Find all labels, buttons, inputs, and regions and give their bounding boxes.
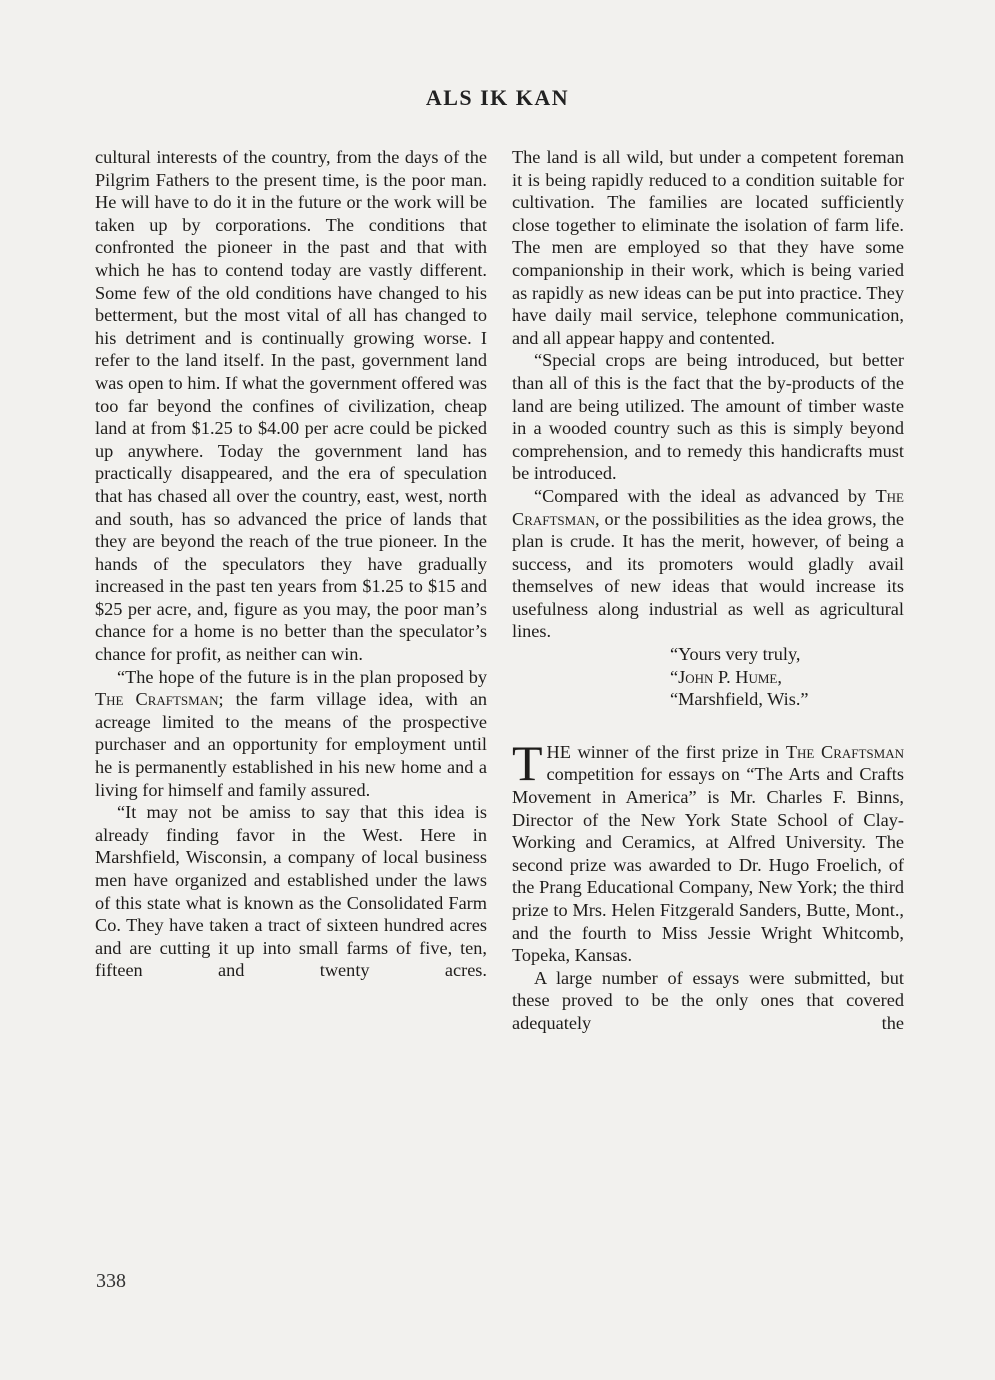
right-paragraph-2: “Special crops are being introduced, but better than all of this is the fact that the by-products of the land are being utilized. The amount of timber waste in a wooded country such as this is simply beyond comprehension, and to remedy this handicrafts must be introduced. [512,350,904,484]
left-paragraph-2 [95,666,487,802]
right-paragraph-5: A large number of essays were submitted, but these proved to be the only ones that covered adequately the [512,967,904,1033]
section-divider-space [512,711,904,741]
signature-location: “Marshfield, Wis.” [670,689,809,710]
right-paragraph-3 [512,485,904,643]
craftsman-title-ref: The Craftsman [512,485,904,529]
letter-signature [670,643,904,711]
right-paragraph-3-text-a: “Compared with the ideal as advanced by [534,485,876,506]
left-paragraph-3: “It may not be amiss to say that this idea is already finding favor in the West. Here in Marshfield, Wisconsin, a company of local business men have organized and established under the laws of this state what is known as the Consolidated Farm Co. They have taken a tract of sixteen hundred acres and are cutting it up into small farms of five, ten, fifteen and twenty acres. [95,802,487,981]
right-paragraph-1: The land is all wild, but under a competent foreman it is being rapidly reduced to a condition suitable for cultivation. The families are located sufficiently close together to eliminate the isolation of farm life. The men are employed so that they have some companionship in their work, which is being varied as rapidly as new ideas can be put into practice. They have daily mail service, telephone communication, and all appear happy and contented. [512,147,904,348]
left-paragraph-2-text-a: “The hope of the future is in the plan proposed by [117,666,487,687]
drop-cap-letter: T [512,734,543,791]
right-paragraph-4-text-a: HE winner of the first prize in [546,741,786,762]
right-paragraph-3-text-b: , or the possibilities as the idea grows, the plan is crude. It has the merit, however, of being a success, and its promoters would gladly avail themselves of new ideas that would increase its usefulness along industrial as well as agricultural lines. [512,508,904,642]
running-header: ALS IK KAN [425,85,570,110]
craftsman-title-ref: The Craftsman [785,741,904,762]
left-paragraph-2-text-b: ; the farm village idea, with an acreage limited to the means of the prospective purchaser and an opportunity for employment until he is permanently established in his new home and a living for himself and family assured. [95,689,487,800]
right-paragraph-4 [512,734,904,967]
left-column [95,146,487,982]
right-column [512,146,904,1035]
left-paragraph-1: cultural interests of the country, from the days of the Pilgrim Fathers to the present time, is the poor man. He will have to do it in the future or the work will be taken up by corporations. The conditions that confronted the pioneer in the past and that with which he has to contend today are vastly different. Some few of the old conditions have changed to his betterment, but the most vital of all has changed to his detriment and is continually growing worse. I refer to the land itself. In the past, government land was open to him. If what the government offered was too far beyond the confines of civilization, cheap land at from $1.25 to $4.00 per acre could be picked up anywhere. Today the government land has practically disappeared, and the era of speculation that has chased all over the country, east, west, north and south, has so advanced the price of lands that they are beyond the reach of the true pioneer. In the hands of the speculators they have gradually increased in the past ten years from $1.25 to $15 and $25 per acre, and, figure as you may, the poor man’s chance for a home is no better than the speculator’s chance for profit, as neither can win. [95,147,487,665]
signature-name: “John P. Hume, [670,666,782,687]
page-number: 338 [96,1270,126,1292]
signature-closing: “Yours very truly, [670,644,801,665]
right-paragraph-4-text-b: competition for essays on “The Arts and Crafts Movement in America” is Mr. Charles F. Binns, Director of the New York State School of Clay-Working and Ceramics, at Alfred University. The second prize was awarded to Dr. Hugo Froelich, of the Prang Educational Company, New York; the third prize to Mrs. Helen Fitzgerald Sanders, Butte, Mont., and the fourth to Miss Jessie Wright Whitcomb, Topeka, Kansas. [512,764,904,966]
craftsman-title-ref: The Craftsman [95,689,219,710]
